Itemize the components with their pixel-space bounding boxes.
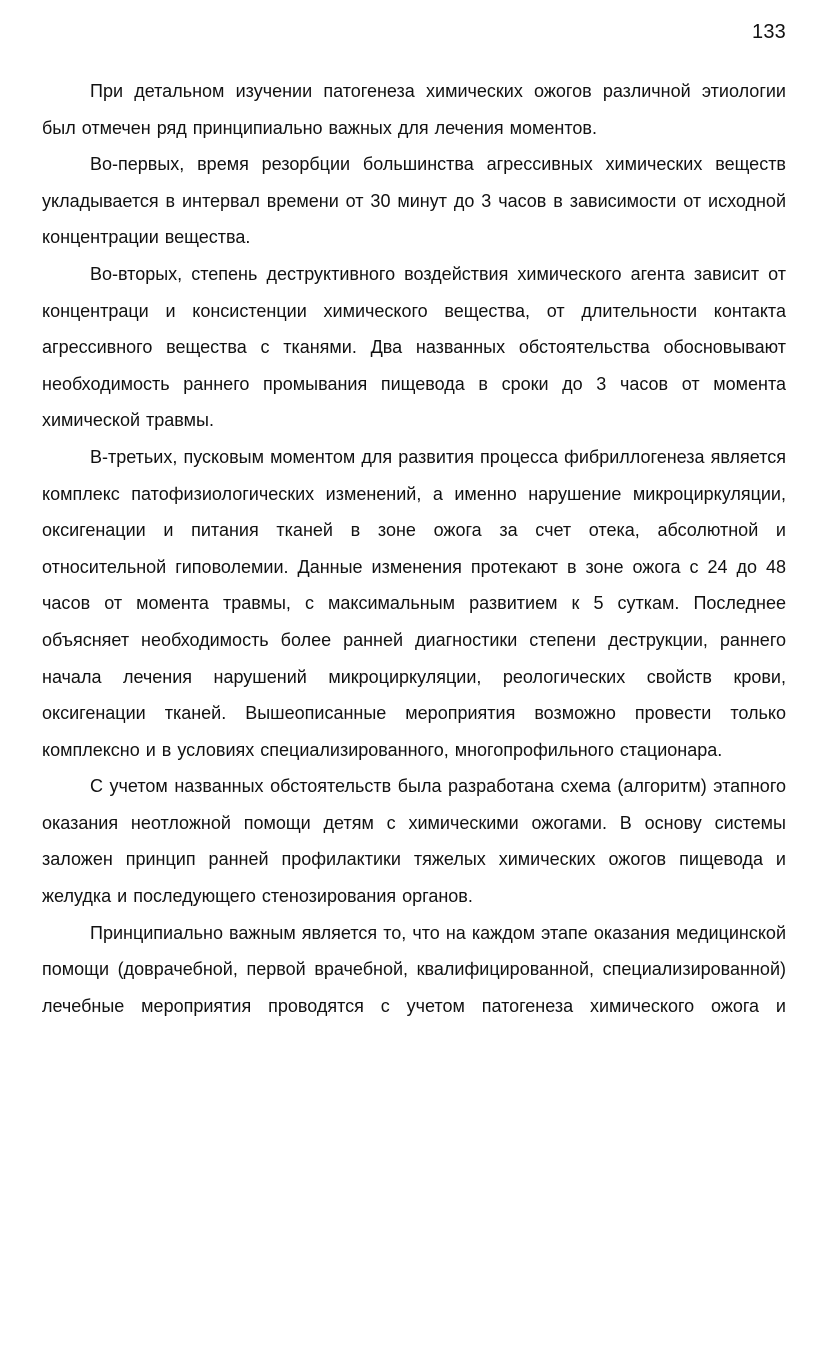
document-body [42,73,786,1024]
paragraph-2: Во-первых, время резорбции большинства агрессивных химических веществ укладывается в интервал времени от 30 минут до 3 часов в зависимости от исходной концентрации вещества. [42,154,786,248]
paragraph-1: При детальном изучении патогенеза химических ожогов различной этиологии был отмечен ряд принципиально важных для лечения моментов. [42,81,786,138]
paragraph-6: Принципиально важным является то, что на каждом этапе оказания медицинской помощи (доврачебной, первой врачебной, квалифицированной, специализированной) лечебные мероприятия проводятся с учетом патогенеза химического ожога и [42,922,786,1016]
page-number: 133 [752,21,786,43]
paragraph-5: С учетом названных обстоятельств была разработана схема (алгоритм) этапного оказания неотложной помощи детям с химическими ожогами. В основу системы заложен принцип ранней профилактики тяжелых химических ожогов пищевода и желудка и последующего стенозирования органов. [42,776,786,907]
paragraph-4: В-третьих, пусковым моментом для развития процесса фибриллогенеза является комплекс патофизиологических изменений, а именно нарушение микроциркуляции, оксигенации и питания тканей в зоне ожога за счет отека, абсолютной и относительной гиповолемии. Данные изменения протекают в зоне ожога с 24 до 48 часов от момента травмы, с максимальным развитием к 5 суткам. Последнее объясняет необходимость более ранней диагностики степени деструкции, раннего начала лечения нарушений микроциркуляции, реологических свойств крови, оксигенации тканей. Вышеописанные мероприятия возможно провести только комплексно и в условиях специализированного, многопрофильного стационара. [42,446,786,760]
paragraph-3: Во-вторых, степень деструктивного воздействия химического агента зависит от концентраци и консистенции химического вещества, от длительности контакта агрессивного вещества с тканями. Два названных обстоятельства обосновывают необходимость раннего промывания пищевода в сроки до 3 часов от момента химической травмы. [42,263,786,431]
